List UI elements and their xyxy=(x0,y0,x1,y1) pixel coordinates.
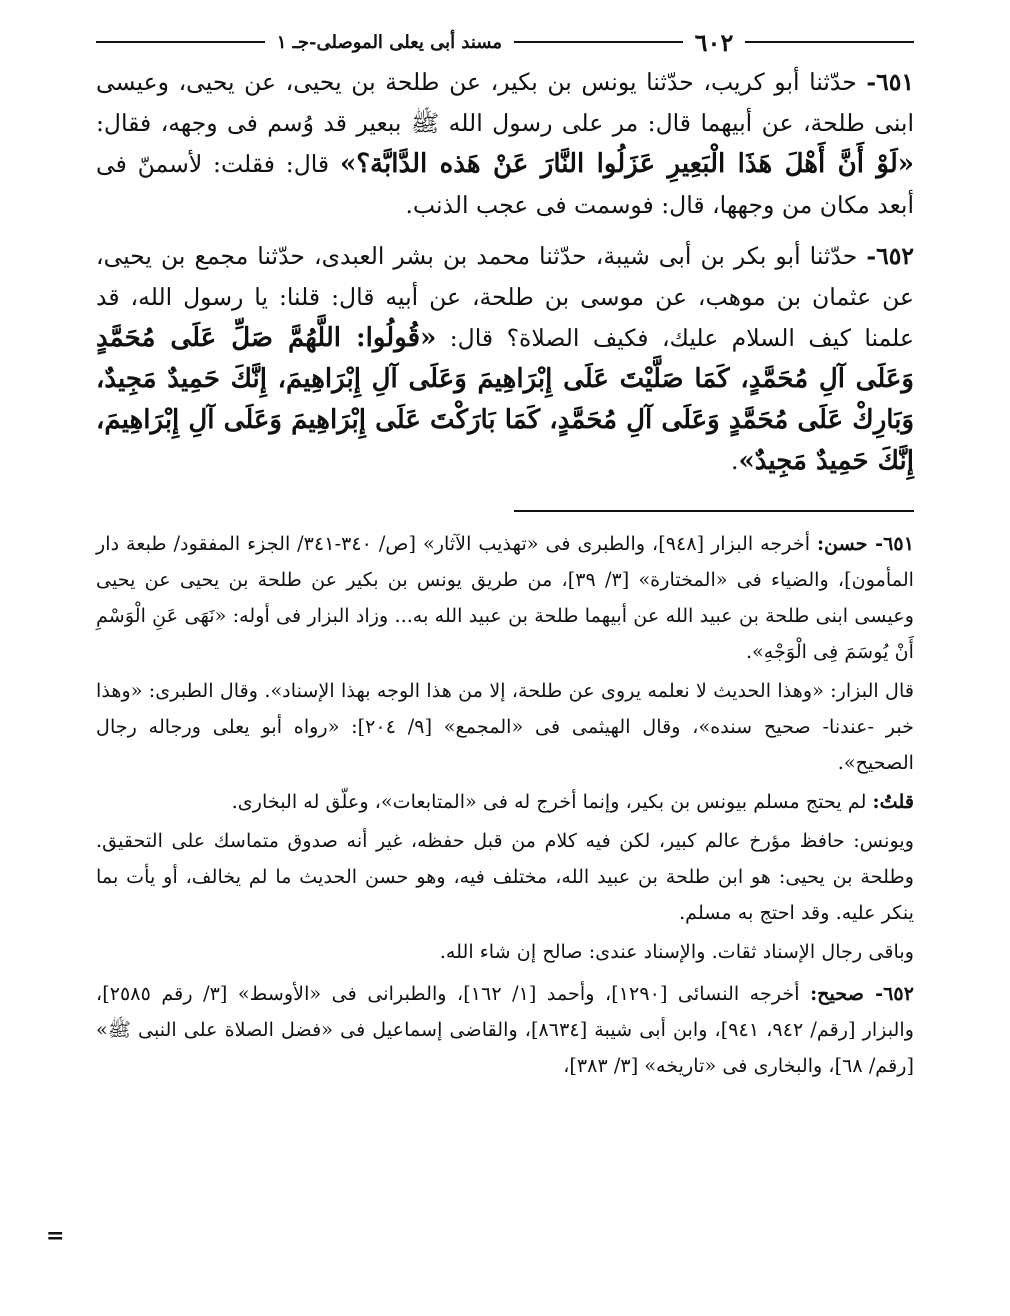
page-header xyxy=(96,22,914,62)
hadith-ending: قال: فقلت: لأسمنّ فى أبعد مكان من وجهها، قال: فوسمت فى عجب الذنب. xyxy=(96,150,914,219)
continuation-mark: = xyxy=(46,1223,65,1249)
note-lead: ٦٥١- حسن: xyxy=(816,532,915,555)
note-651-verdict: وباقى رجال الإسناد ثقات. والإسناد عندى: صالح إن شاء الله. xyxy=(439,940,914,963)
note-lead: قلتُ: xyxy=(872,790,914,813)
note-text: لم يحتج مسلم بيونس بن بكير، وإنما أخرج له فى «المتابعات»، وعلّق له البخارى. xyxy=(231,790,867,813)
note-652-takhrij xyxy=(96,976,914,1084)
page-number: ٦٠٢ xyxy=(694,27,734,57)
note-lead: ٦٥٢- صحيح: xyxy=(810,982,914,1005)
hadith-number: ٦٥١- xyxy=(866,68,914,96)
hadith-isnad: حدّثنا أبو كريب، حدّثنا يونس بن بكير، عن طلحة بن يحيى، عن يحيى، وعيسى ابنى طلحة، عن أبيهما قال: مر على رسول الله ﷺ ببعير قد وُسم فى وجهه، فقال: xyxy=(96,68,914,137)
book-title: مسند أبى يعلى الموصلى-جـ ١ xyxy=(276,31,502,53)
main-text xyxy=(96,62,914,482)
note-text: أخرجه النسائى [١٢٩٠]، وأحمد [١/ ١٦٢]، والطبرانى فى «الأوسط» [٣/ رقم ٢٥٨٥]، والبزار [رقم/ ٩٤٢، ٩٤١]، وابن أبى شيبة [٨٦٣٤]، والقاضى إسماعيل فى «فضل الصلاة على النبى ﷺ» [رقم/ ٦٨]، والبخارى فى «تاريخه» [٣/ ٣٨٣]، xyxy=(96,982,914,1077)
footnotes xyxy=(96,526,914,1084)
hadith-number: ٦٥٢- xyxy=(866,242,914,270)
hadith-quote: «قُولُوا: اللَّهُمَّ صَلِّ عَلَى مُحَمَّدٍ وَعَلَى آلِ مُحَمَّدٍ، كَمَا صَلَّيْتَ عَلَى إِبْرَاهِيمَ وَعَلَى آلِ إِبْرَاهِيمَ، إِنَّكَ حَمِيدٌ مَجِيدٌ، وَبَارِكْ عَلَى مُحَمَّدٍ وَعَلَى آلِ مُحَمَّدٍ، كَمَا بَارَكْتَ عَلَى إِبْرَاهِيمَ وَعَلَى آلِ إِبْرَاهِيمَ، إِنَّكَ حَمِيدٌ مَجِيدٌ» xyxy=(96,323,914,476)
hadith-ending: . xyxy=(730,447,739,475)
note-651-bazzar: قال البزار: «وهذا الحديث لا نعلمه يروى عن طلحة، إلا من هذا الوجه بهذا الإسناد». وقال الطبرى: «وهذا خبر -عندنا- صحيح سنده»، وقال الهيثمى فى «المجمع» [٩/ ٢٠٤]: «رواه أبو يعلى ورجاله رجال الصحيح». xyxy=(96,679,914,774)
hadith-651 xyxy=(96,62,914,226)
hadith-quote: «لَوْ أَنَّ أَهْلَ هَذَا الْبَعِيرِ عَزَلُوا النَّارَ عَنْ هَذه الدَّابَّة؟» xyxy=(340,149,914,179)
note-651-takhrij xyxy=(96,526,914,670)
header-rule-left xyxy=(96,41,265,43)
hadith-652 xyxy=(96,236,914,482)
note-text: أخرجه البزار [٩٤٨]، والطبرى فى «تهذيب الآثار» [ص/ ٣٤٠-٣٤١/ الجزء المفقود/ طبعة دار المأمون]، والضياء فى «المختارة» [٣/ ٣٩]، من طريق يونس بن بكير عن طلحة بن يحيى عن يحيى وعيسى ابنى طلحة بن عبيد الله عن أبيهما طلحة بن عبيد الله به... وزاد البزار فى أوله: «نَهَى عَنِ الْوَسْمِ أَنْ يُوسَمَ فِى الْوَجْهِ». xyxy=(96,532,914,663)
book-page xyxy=(96,22,914,1302)
note-651-narrators: ويونس: حافظ مؤرخ عالم كبير، لكن فيه كلام من قبل حفظه، غير أنه صدوق متماسك على التحقيق. وطلحة بن يحيى: هو ابن طلحة بن عبيد الله، مختلف فيه، وهو حسن الحديث ما لم يخالف، أو يأت بما ينكر عليه. وقد احتج به مسلم. xyxy=(96,829,914,924)
note-651-qultu xyxy=(96,784,914,820)
hadith-isnad: حدّثنا أبو بكر بن أبى شيبة، حدّثنا محمد بن بشر العبدى، حدّثنا مجمع بن يحيى، عن عثمان بن موهب، عن موسى بن طلحة، عن أبيه قال: قلنا: يا رسول الله، قد علمنا كيف السلام عليك، فكيف الصلاة؟ قال: xyxy=(96,242,914,352)
footnote-separator xyxy=(514,510,914,512)
header-rule-middle xyxy=(514,41,683,43)
header-rule-right xyxy=(745,41,914,43)
